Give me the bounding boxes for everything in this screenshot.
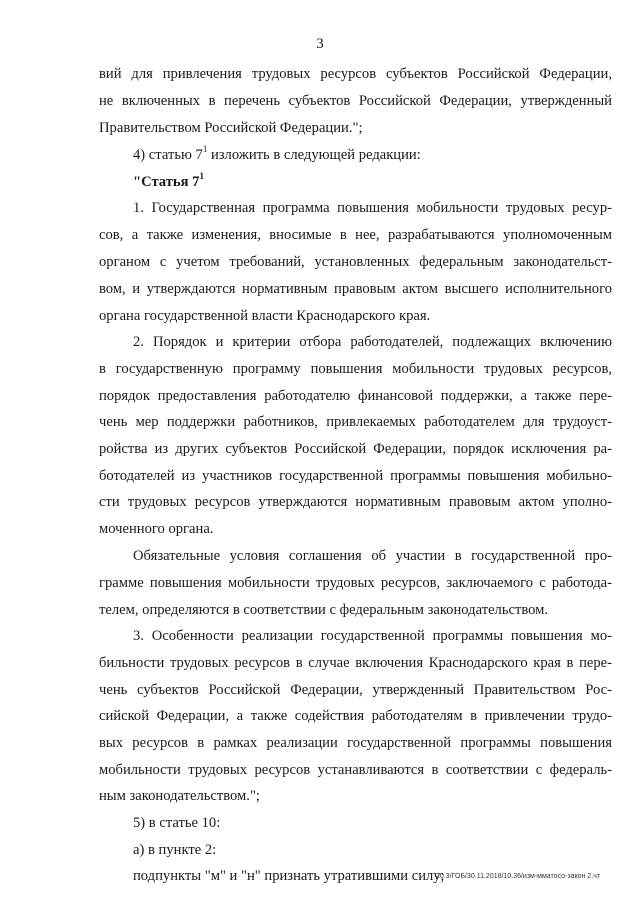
item-4-text: изложить в следующей редакции: xyxy=(210,147,421,163)
text-line: ройства из других субъектов Российской Федерации, порядок исключения ра- xyxy=(99,441,612,457)
text-line: вом, и утверждаются нормативным правовым актом высшего исполнительного xyxy=(99,281,612,297)
item-4-prefix: 4) статью 7 xyxy=(133,147,203,163)
text-line: бильности трудовых ресурсов в случае включения Краснодарского края в пере- xyxy=(99,655,612,671)
subitems-line: подпункты "м" и "н" признать утратившими силу; xyxy=(133,868,445,884)
text-line: грамме повышения мобильности трудовых ресурсов, заключаемого с работода- xyxy=(99,575,612,591)
text-line: сти трудовых ресурсов утверждаются нормативным правовым актом уполно- xyxy=(99,494,612,510)
item-4-superscript: 1 xyxy=(202,144,208,154)
text-line: чень субъектов Российской Федерации, утвержденный Правительством Рос- xyxy=(99,682,612,698)
text-line: ным законодательством."; xyxy=(99,788,260,804)
article-heading xyxy=(133,171,204,191)
item-4-line xyxy=(133,144,421,164)
text-line: порядок предоставления работодателю финансовой поддержки, а также пере- xyxy=(99,388,612,404)
text-line: органа государственной власти Краснодарского края. xyxy=(99,308,431,324)
text-line: вых ресурсов в рамках реализации государственной программы повышения xyxy=(99,735,612,751)
text-line: ботодателей из участников государственной программы повышения мобильно- xyxy=(99,468,612,484)
text-line: органом с учетом требований, установленных федеральным законодательст- xyxy=(99,254,612,270)
page-number: 3 xyxy=(316,36,324,52)
text-line: Правительством Российской Федерации."; xyxy=(99,120,363,136)
text-line: 2. Порядок и критерии отбора работодателей, подлежащих включению xyxy=(133,334,612,350)
text-line: Обязательные условия соглашения об участии в государственной про- xyxy=(133,548,612,564)
footer-code: 20.3/ГОБ/30.11.2018/10.36/изм-мматосо-закон 2.чт xyxy=(436,873,600,880)
article-superscript: 1 xyxy=(199,171,204,181)
text-line: мобильности трудовых ресурсов устанавливаются в соответствии с федераль- xyxy=(99,762,612,778)
item-a-line: а) в пункте 2: xyxy=(133,842,217,858)
article-title: "Статья 7 xyxy=(133,174,200,190)
text-line: вий для привлечения трудовых ресурсов субъектов Российской Федерации, xyxy=(99,66,612,82)
text-line: моченного органа. xyxy=(99,521,214,537)
text-line: чень мер поддержки работников, привлекаемых работодателем для трудоуст- xyxy=(99,414,612,430)
text-line: телем, определяются в соответствии с федеральным законодательством. xyxy=(99,602,549,618)
text-line: сийской Федерации, а также содействия работодателям в привлечении трудо- xyxy=(99,708,612,724)
item-5-line: 5) в статье 10: xyxy=(133,815,221,831)
text-line: не включенных в перечень субъектов Российской Федерации, утвержденный xyxy=(99,93,612,109)
text-line: в государственную программу повышения мобильности трудовых ресурсов, xyxy=(99,361,612,377)
text-line: 3. Особенности реализации государственной программы повышения мо- xyxy=(133,628,612,644)
text-line: сов, а также изменения, вносимые в нее, разрабатываются уполномоченным xyxy=(99,227,612,243)
text-line: 1. Государственная программа повышения мобильности трудовых ресур- xyxy=(133,200,612,216)
